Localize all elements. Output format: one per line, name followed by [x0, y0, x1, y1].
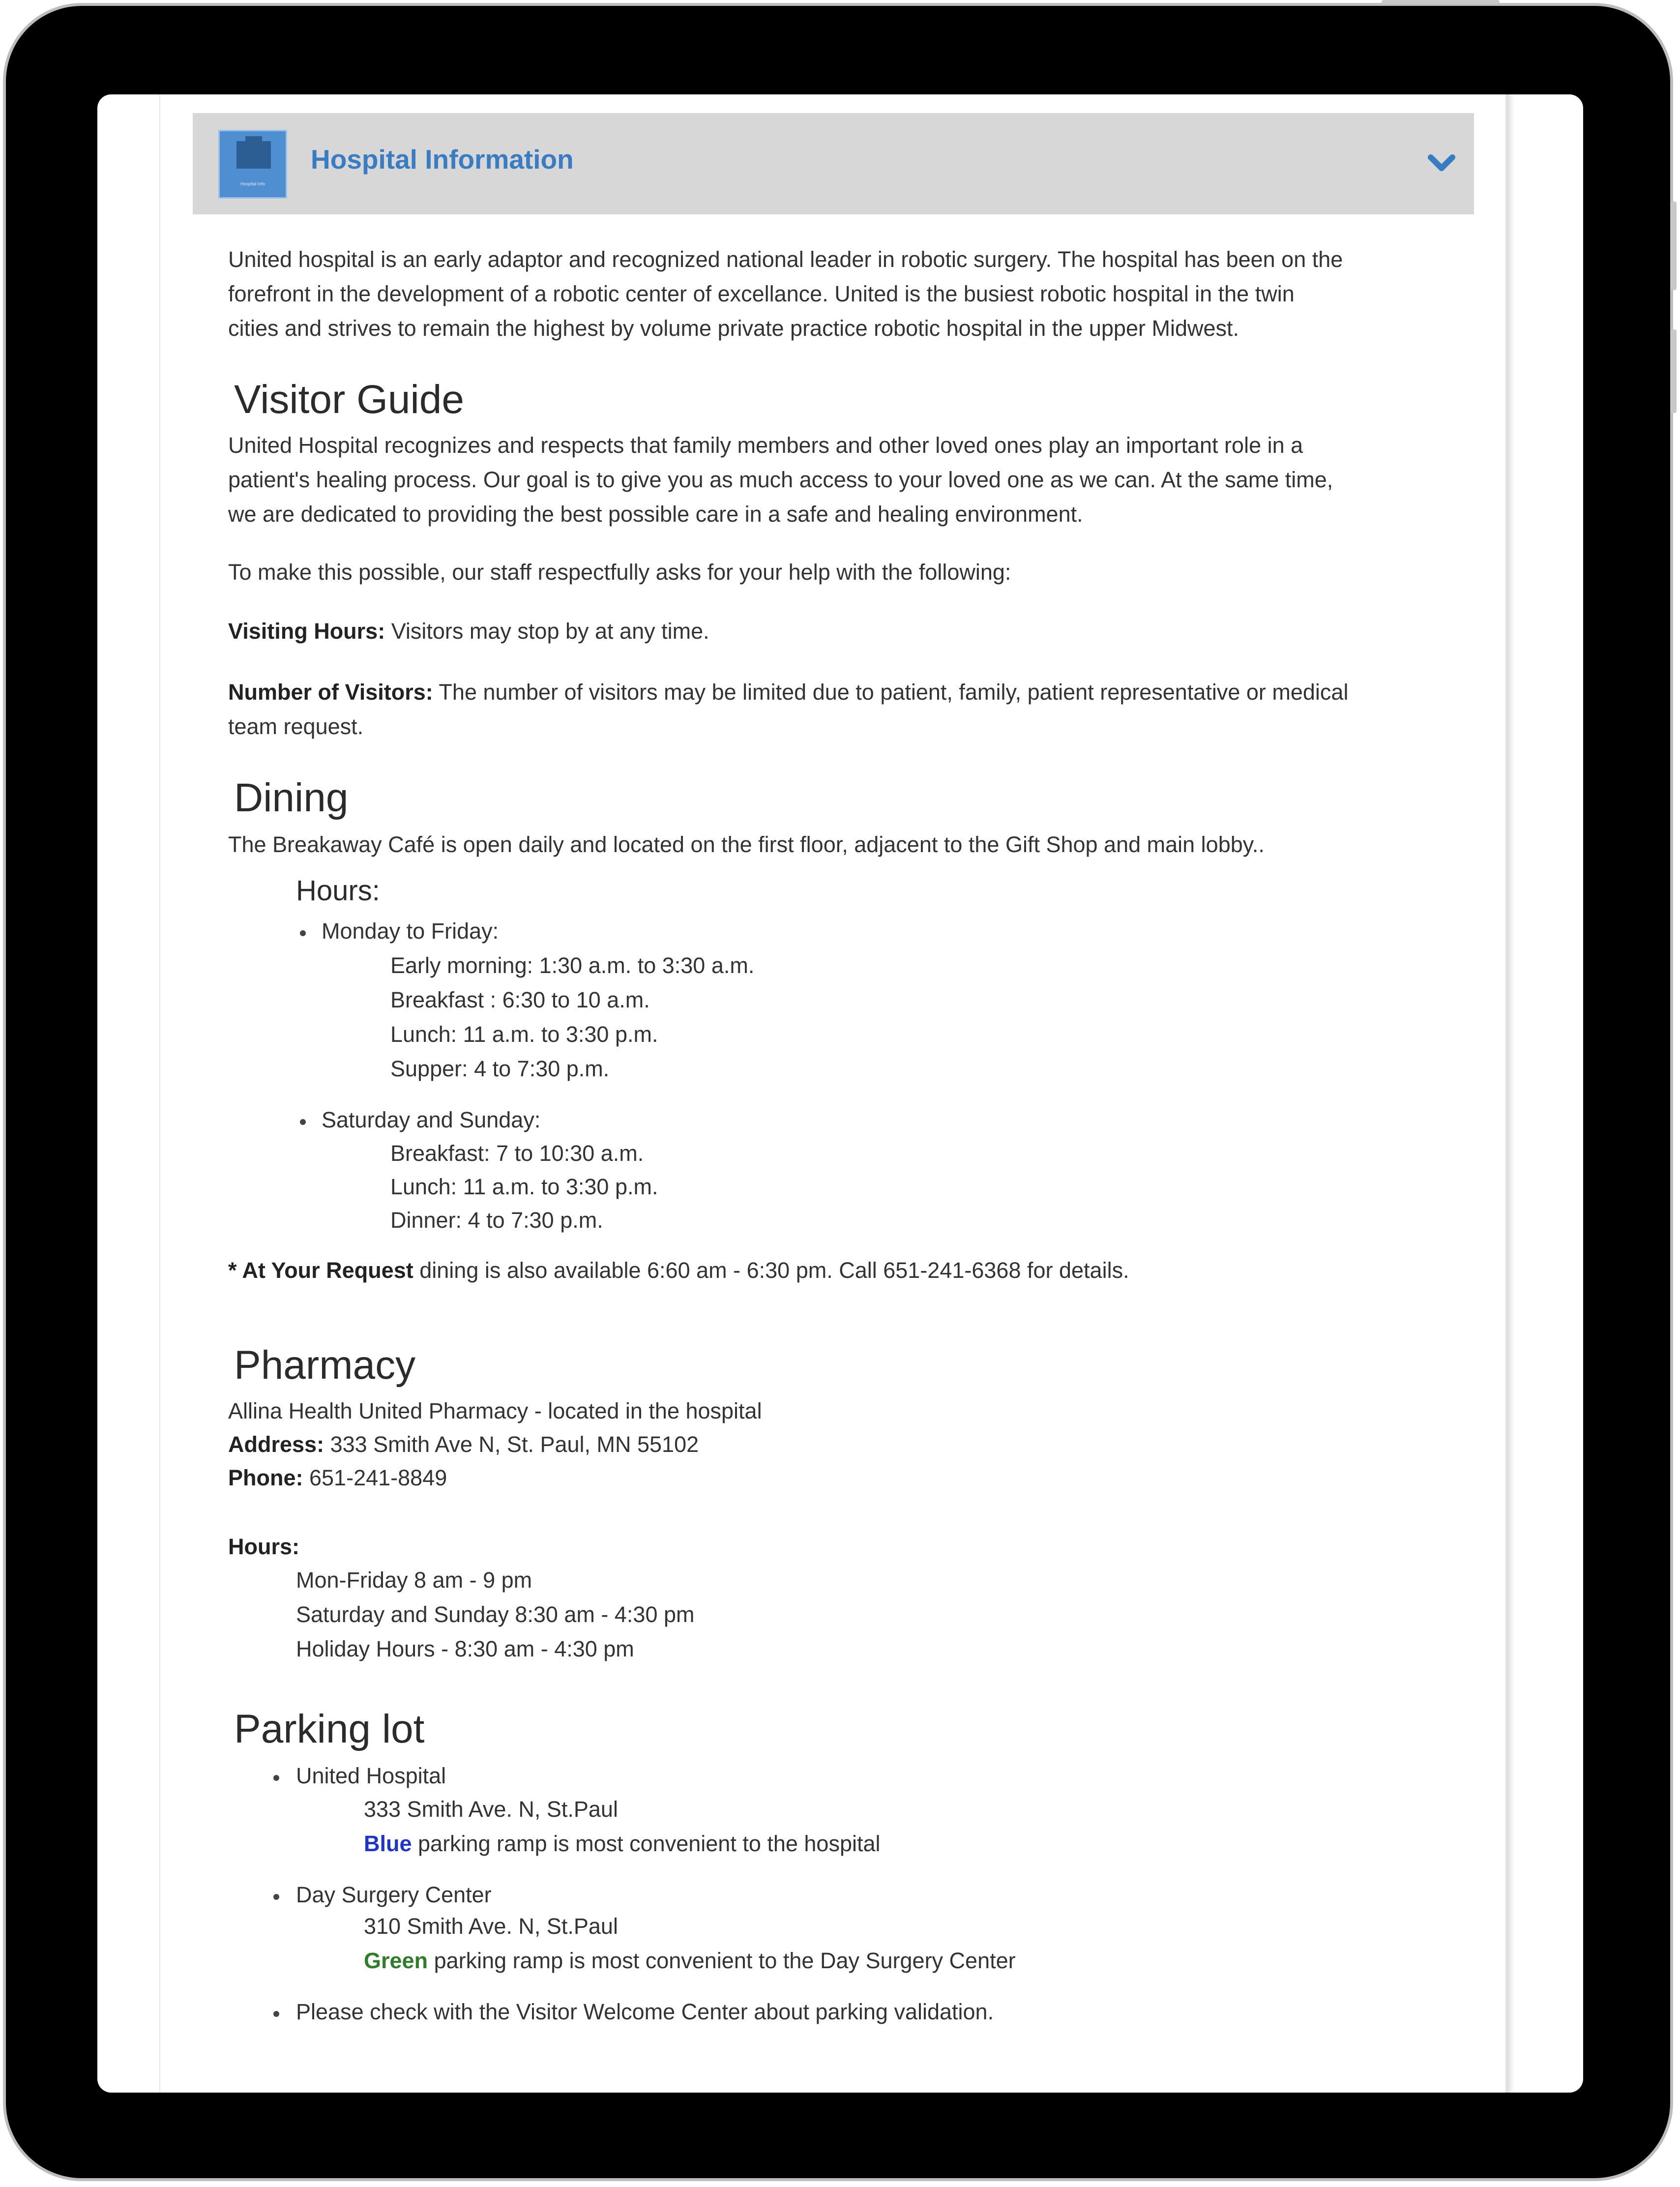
visitor-guide-heading: Visitor Guide: [234, 377, 464, 422]
pharmacy-phone: Phone: 651-241-8849: [228, 1465, 447, 1490]
intro-line: forefront in the development of a robotic center of excellance. United is the busiest robotic hospital in the twin: [228, 281, 1295, 306]
parking-daysurg-note: Green parking ramp is most convenient to the Day Surgery Center: [364, 1948, 1016, 1973]
weekend-hours-item: Dinner: 4 to 7:30 p.m.: [390, 1208, 603, 1233]
visitor-paragraph-line: we are dedicated to providing the best possible care in a safe and healing environment.: [228, 502, 1083, 527]
dining-heading: Dining: [234, 775, 349, 820]
page-panel: [159, 94, 1509, 2093]
tablet-screen: [97, 94, 1583, 2093]
dining-intro: The Breakaway Café is open daily and located on the first floor, adjacent to the Gift Shop and main lobby..: [228, 832, 1265, 857]
visiting-hours: Visiting Hours: Visitors may stop by at any time.: [228, 619, 709, 644]
weekday-hours-item: Lunch: 11 a.m. to 3:30 p.m.: [390, 1022, 658, 1047]
parking-daysurg-name: Day Surgery Center: [296, 1882, 492, 1907]
weekday-hours-item: Supper: 4 to 7:30 p.m.: [390, 1056, 610, 1081]
accordion-title: Hospital Information: [311, 144, 574, 175]
hospital-info-logo: [218, 130, 287, 199]
number-of-visitors-cont: team request.: [228, 714, 364, 739]
number-of-visitors: Number of Visitors: The number of visitors may be limited due to patient, family, patient representative or medical: [228, 680, 1349, 705]
visitor-request: To make this possible, our staff respectfully asks for your help with the following:: [228, 560, 1011, 585]
pharmacy-hours-item: Saturday and Sunday 8:30 am - 4:30 pm: [296, 1602, 695, 1627]
bullet: [300, 930, 306, 936]
power-button: [1382, 0, 1500, 4]
parking-heading: Parking lot: [234, 1707, 425, 1751]
pharmacy-heading: Pharmacy: [234, 1343, 416, 1388]
visitor-paragraph-line: patient's healing process. Our goal is to give you as much access to your loved one as we can. At the same time,: [228, 467, 1333, 492]
weekday-hours-item: Breakfast : 6:30 to 10 a.m.: [390, 987, 650, 1012]
volume-up-button: [1671, 202, 1677, 290]
volume-down-button: [1671, 329, 1677, 413]
weekend-hours-item: Lunch: 11 a.m. to 3:30 p.m.: [390, 1174, 658, 1199]
logo-caption: Hospital Info: [240, 181, 265, 186]
parking-daysurg-address: 310 Smith Ave. N, St.Paul: [364, 1914, 618, 1939]
weekday-label: Monday to Friday:: [322, 918, 499, 944]
weekday-hours-item: Early morning: 1:30 a.m. to 3:30 a.m.: [390, 953, 755, 978]
weekend-hours-item: Breakfast: 7 to 10:30 a.m.: [390, 1141, 644, 1166]
visitor-paragraph-line: United Hospital recognizes and respects that family members and other loved ones play an important role in a: [228, 433, 1303, 458]
intro-line: United hospital is an early adaptor and recognized national leader in robotic surgery. The hospital has been on the: [228, 247, 1343, 272]
bullet: [273, 2011, 279, 2017]
bullet: [300, 1119, 306, 1125]
bullet: [273, 1775, 279, 1781]
dining-hours-heading: Hours:: [296, 875, 380, 907]
parking-united-address: 333 Smith Ave. N, St.Paul: [364, 1797, 618, 1822]
chevron-down-icon[interactable]: [1427, 148, 1456, 177]
parking-validation: Please check with the Visitor Welcome Center about parking validation.: [296, 1999, 994, 2024]
dining-request-note: * At Your Request dining is also available 6:60 am - 6:30 pm. Call 651-241-6368 for details.: [228, 1258, 1129, 1283]
pharmacy-hours-label: Hours:: [228, 1534, 299, 1559]
pharmacy-address: Address: 333 Smith Ave N, St. Paul, MN 55102: [228, 1432, 699, 1457]
intro-line: cities and strives to remain the highest by volume private practice robotic hospital in the upper Midwest.: [228, 316, 1239, 341]
hospital-info-accordion-header[interactable]: [193, 113, 1474, 214]
pharmacy-hours-item: Holiday Hours - 8:30 am - 4:30 pm: [296, 1636, 634, 1661]
bullet: [273, 1894, 279, 1900]
pharmacy-name: Allina Health United Pharmacy - located in the hospital: [228, 1398, 762, 1423]
parking-united-note: Blue parking ramp is most convenient to the hospital: [364, 1831, 881, 1856]
weekend-label: Saturday and Sunday:: [322, 1107, 541, 1132]
pharmacy-hours-item: Mon-Friday 8 am - 9 pm: [296, 1567, 532, 1593]
parking-united-name: United Hospital: [296, 1763, 446, 1788]
